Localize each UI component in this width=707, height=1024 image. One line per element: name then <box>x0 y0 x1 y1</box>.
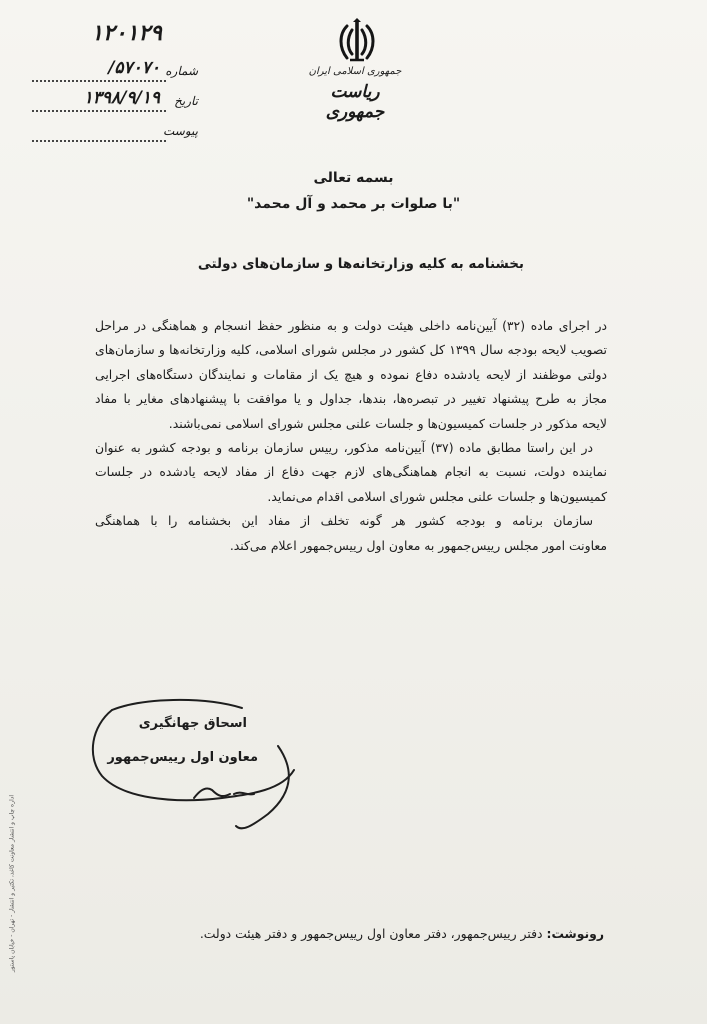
signer-title: معاون اول رییس‌جمهور <box>107 750 258 765</box>
body-line: در این راستا مطابق ماده (۳۷) آیین‌نامه مذکور، رییس سازمان برنامه و بودجه کشور به عنوان <box>95 440 593 456</box>
body-line: مجاز به طرح پیشنهاد تغییر در تبصره‌ها، بندها، جداول و یا موافقت با پیشنهادهای مغایر با مفاد <box>95 391 607 407</box>
body-line: تصویب لایحه بودجه سال ۱۳۹۹ کل کشور در مجلس شورای اسلامی، کلیه وزارتخانه‌ها و سازمان‌های <box>95 342 607 358</box>
date-row <box>32 86 202 116</box>
date-value: ۱۳۹۸/۹/۱۹ <box>83 88 160 108</box>
body-line: در اجرای ماده (۳۲) آیین‌نامه داخلی هیئت دولت و به منظور حفظ انسجام و هماهنگی در مراحل <box>95 318 607 333</box>
body-line: لایحه مذکور در جلسات کمیسیون‌ها و جلسات علنی مجلس شورای اسلامی نمی‌باشند. <box>168 415 607 431</box>
iran-emblem-icon <box>334 18 380 66</box>
salawat: "با صلوات بر محمد و آل محمد" <box>246 196 461 212</box>
margin-note: اداره چاپ و انتشار معاونت کاغذ، تکثیر و انتشار - تهران - خیابان پاستور <box>8 794 16 973</box>
office-name: ریاست جمهوری <box>325 82 385 122</box>
cc-label: رونوشت: <box>546 926 604 941</box>
attachment-label: پیوست <box>163 124 198 138</box>
attachment-dots <box>32 140 166 142</box>
attachment-row <box>32 116 202 146</box>
date-dots <box>32 110 166 112</box>
letter-subject: بخشنامه به کلیه وزارتخانه‌ها و سازمان‌های دولتی <box>197 256 524 272</box>
number-top: ۱۲۰۱۲۹ <box>91 20 162 46</box>
letter-meta <box>32 20 202 146</box>
number-label: شماره <box>165 64 198 78</box>
letter-body <box>95 314 607 558</box>
cc-line <box>150 926 604 941</box>
cc-text: دفتر رییس‌جمهور، دفتر معاون اول رییس‌جمهور و دفتر هیئت دولت. <box>199 926 543 941</box>
number-row <box>32 20 202 56</box>
body-line: کمیسیون‌ها و جلسات علنی مجلس شورای اسلامی اقدام می‌نماید. <box>267 488 607 504</box>
body-line: سازمان برنامه و بودجه کشور هر گونه تخلف از مفاد این بخشنامه را با هماهنگی <box>95 513 593 529</box>
body-line: معاونت امور مجلس رییس‌جمهور به معاون اول رییس‌جمهور اعلام می‌کند. <box>229 537 607 553</box>
signer-name: اسحاق جهانگیری <box>138 716 247 731</box>
number-dots <box>32 80 166 82</box>
body-line: دولتی موظفند از لایحه یادشده دفاع نموده و هیچ یک از مقامات و نمایندگان دستگاه‌های اجرایی <box>95 366 607 382</box>
basmala: بسمه تعالی <box>313 170 394 186</box>
signature-block <box>82 686 312 836</box>
government-name: جمهوری اسلامی ایران <box>308 66 402 77</box>
number-value: ۵۷۰۷۰/ <box>108 58 160 78</box>
number-row-2 <box>32 56 202 86</box>
date-label: تاریخ <box>174 94 198 108</box>
body-line: نماینده دولت، نسبت به انجام هماهنگی‌های لازم جهت دفاع از مفاد لایحه یادشده در جلسات <box>95 464 607 480</box>
